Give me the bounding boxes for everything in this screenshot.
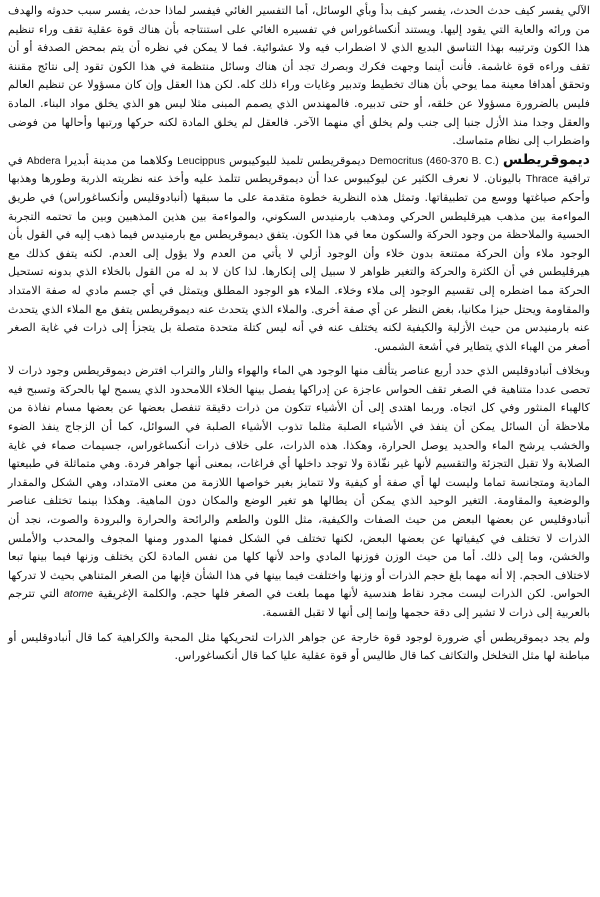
latin-term-leucippus: Leucippus bbox=[177, 154, 225, 167]
text-segment: باليونان. لا نعرف الكثير عن ليوكيبوس عدا أن ديموقريطس تتلمذ عليه وأخذ عنه نظريته الذرية وطورها وهذبها وأحكم صياغتها ووسع من تطبيقاتها. وتمثل هذه النظرية خطوة متقدمة على ما سبقها (أنبادوقليس وأنكساغوراس) في طريق المواءمة بين مذهب هيرقليطس الحركي ومذهب بارمنيدس السكوني، والمواءمة بين هذين المذهبين وبين ما تحتمه التجربة الحسية والملاحظة من وجود الحركة والسكون معا في هذا الكون. يتفق ديموقريطس مع بارمنيدس فيما ذهب إليه في القول بأن الوجود ملاء وأن الحركة ممتنعة بدون خلاء وأن الوجود أزلي لا يأتي من العدم ولا يؤول إلى العدم. لكنه يتفق كذلك مع هيرقليطس في أن الكثرة والحركة والتغير ظواهر لا سبيل إلى إنكارها. لذا كان لا بد له من القول بالخلاء الذي بدونه تستحيل الحركة مما اضطره إلى تقسيم الوجود إلى ملاء وخلاء. الملاء هو الوجود المطلق ويتمثل في أي جسم مادي له صفة الامتداد والمقاومة ويحتل حيزا مكانيا، بغض النظر عن أي صفة أخرى. والملاء الذي يتحدث عنه ديموقريطس يتفق مع الملاء الذي يتحدث عنه بارمنيدس من حيث الأزلية والكيفية لكنه يختلف عنه في أنه ليس كتلة متحدة متصلة بل يتجزأ إلى ذرات في غاية الصغر أصغر من الهباء الذي يتطاير في أشعة الشمس. bbox=[8, 172, 590, 353]
paragraph-teleology: الآلي يفسر كيف حدث الحدث، يفسر كيف بدأ وبأي الوسائل، أما التفسير الغائي فيفسر لماذا حدث، يفسر سبب حدوثه والهدف من ورائه والعاية التي يقود إليها. ويستند أنكساغوراس في تفسيره الغائي على استنتاجه بأن هناك قوة عقلية تقف وراء تنظيم هذا الكون وترتيبه بهذا التناسق البديع الذي لا اضطراب فيه ولا عشوائية. فما لا يمكن في نظره أن يتم بمحض الصدفة أو أن تقف وراءه قوة غاشمة. فأنت أينما وجهت فكرك وبصرك تجد أن هناك وسائل منتظمة في هذا الكون تقود إلى نتائج مقننة وتحقق أهدافا معينة مما يوحي بأن هناك تخطيط وتدبير وغايات وراء ذلك كله. لكن هذا العقل وإن كان مسؤولا عن تنظيم العالم فليس بالضرورة مسؤولا عن خلقه، أو حتى تدبيره. فالمهندس الذي يصمم المبنى مثلا ليس هو الذي يخلق مواد البناء. المادة والعقل وجدا منذ الأزل جنبا إلى جنب ولم يخلق أي منهما الآخر. فالعقل لم يخلق المادة لكنه حركها ورتبها وأحالها من فوضى واضطراب إلى نظام متماسك. bbox=[8, 4, 590, 148]
paragraph-democritus-intro bbox=[8, 151, 590, 357]
text-segment: ديموقريطس تلميذ لليوكيبوس bbox=[228, 153, 366, 167]
latin-term-abdera: Abdera bbox=[26, 154, 61, 167]
section-heading: ديموقريطس bbox=[502, 151, 590, 168]
text-segment: التي تترجم بالعربية إلى ذرات لا تشير إلى دقة حجمها وإنما إلى أنها لا تقبل القسمة. bbox=[8, 587, 590, 619]
latin-term-thrace: Thrace bbox=[525, 173, 559, 186]
text-segment: وبخلاف أنبادوقليس الذي حدد أربع عناصر يتألف منها الوجود هي الماء والهواء والنار والتراب افترض ديموقريطس وجود ذرات لا تحصى عددا متناهية في الصغر تقف الحواس عاجزة عن إدراكها يفصل بينها الخلاء اللامحدود الذي يسمح لها بالحركة وتسبح فيه كالهباء المنثور وفي كل اتجاه. وربما اهتدى إلى أن الأشياء تتكون من ذرات دقيقة تنفصل بعضها عن بعضها مسام نفاذة من ملاحظة أن السائل يمكن أن ينفذ في الأشياء الصلبة مثلما تذوب الأشياء الصلبة في السوائل، كما أن الزجاج ينفذ الضوء والخشب يرشح الماء والحديد يوصل الحرارة، وهكذا. هذه الذرات، على خلاف ذرات أنكساغوراس، جسيمات صماء في غاية الصلابة ولا تقبل التجزئة والتقسيم لأنها غير نفّاذة ولا توجد داخلها أي فراغات، بمعنى أنها جواهر فردة. وهي متماثلة في طبيعتها المادية ومتجانسة تماما وليست لها أي صفة أو كيفية ولا تتمايز بغير خواصها اللازمة من معنى الامتداد، وهي الشكل والمقدار والوضعية والمقاومة. التغير الوحيد الذي يمكن أن يطالها هو تغير الوضع والمكان دون الماهية. وهكذا بينما تختلف عناصر أنبادوقليس عن بعضها البعض من حيث الصفات والكيفية، مثل اللون والطعم والرائحة والحرارة والبرودة والصوت، نجد أن الذرات لا تختلف في كيفياتها عن بعضها البعض، لكنها تختلف في الشكل فمنها المدور ومنها المجوف والمحدب والأملس والخشن، وما إلى ذلك. أما من حيث الوزن فوزنها المادي واحد لأنها كلها من نفس المادة لكن يختلف وزنها فيما بينها تبعا لاختلاف الحجم. إلا أنه مهما بلغ حجم الذرات أو وزنها واختلفت فيما بينها في هذا الشأن فإنها من الصغر المتناهي بحيث لا تدركها الحواس. لكن الذرات ليست مجرد نقاط هندسية لأنها مهما بلغت في الصغر فلها حجم. والكلمة الإغريقية bbox=[8, 364, 590, 601]
latin-term-atome: atome bbox=[63, 588, 94, 601]
latin-term-democritus: Democritus (460-370 B. C.) bbox=[369, 154, 499, 167]
paragraph-motion-force: ولم يجد ديموقريطس أي ضرورة لوجود قوة خارجة عن جواهر الذرات لتحريكها مثل المحبة والكراهية كما قال أنبادوقليس أو مباطنة لها مثل التخلخل والتكاثف كما قال طاليس أو قوة عقلية عليا كما قال أنكساغوراس. bbox=[8, 630, 590, 663]
text-segment: في تراقية bbox=[8, 153, 590, 186]
paragraph-atoms bbox=[8, 362, 590, 622]
text-segment: وكلاهما من مدينة أبديرا bbox=[64, 153, 174, 167]
